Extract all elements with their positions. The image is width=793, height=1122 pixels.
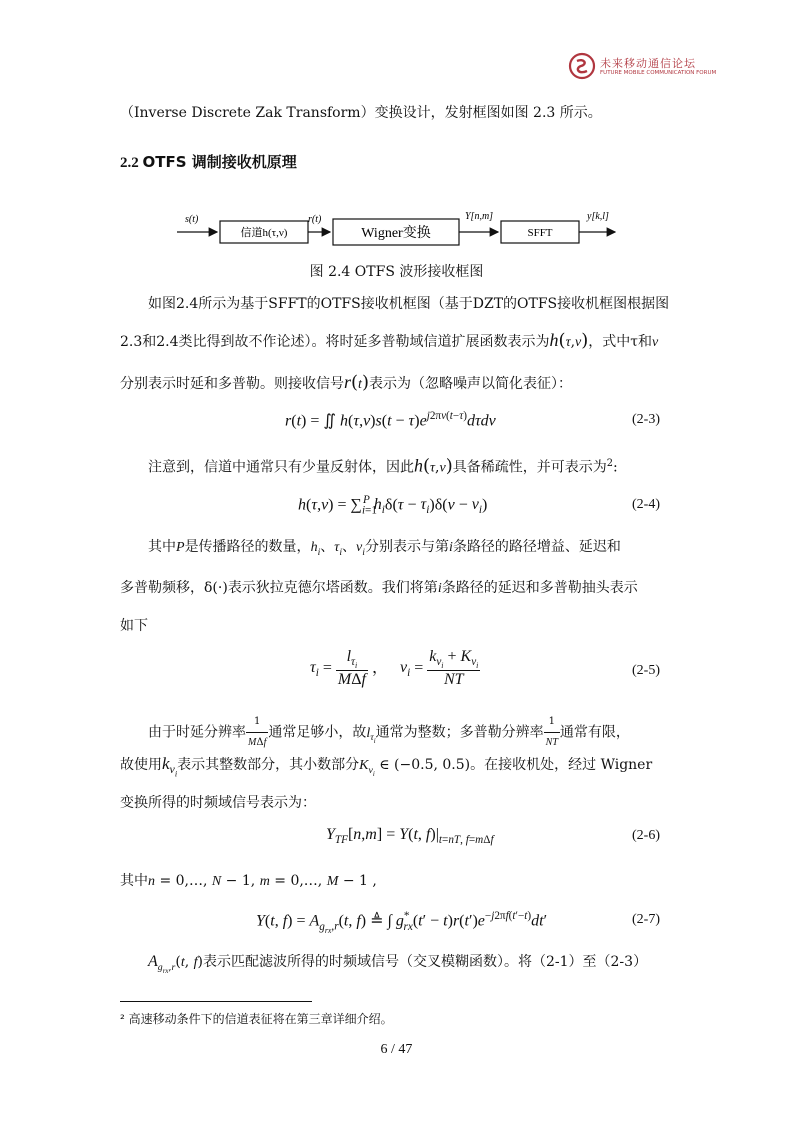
footnote: ² 高速移动条件下的信道表征将在第三章详细介绍。	[120, 1012, 393, 1026]
equation-number-2-3: (2-3)	[632, 412, 660, 427]
forum-logo	[568, 52, 717, 82]
para1-line3: 分别表示时延和多普勒。则接收信号r(t)表示为（忽略噪声以简化表征）：	[120, 372, 572, 393]
para4-line2: 故使用$k_{\nu_i}$表示其整数部分，其小数部分$K_{\nu_i}$ ∈ (−0.5, 0.5)。在接收机处，经过 Wigner	[120, 754, 653, 779]
para3-line2: 多普勒频移，δ(·)表示狄拉克德尔塔函数。我们将第i条路径的延迟和多普勒抽头表示	[120, 580, 638, 596]
para4-line1: 由于时延分辨率 $\frac{1}{\text{MΔf}}$ 通常足够小，故$l_{\tau_i}$通常为整数；多普勒分辨率 $\frac{1}{NT}$ 通常有限，	[148, 712, 630, 753]
logo-english-text: FUTURE MOBILE COMMUNICATION FORUM	[600, 70, 717, 76]
logo-chinese-text: 未来移动通信论坛	[600, 57, 696, 70]
equation-2-5: $\tau_i$ = $\frac{l_{\tau_i}}{\text{MΔf}}$ ， $\nu_i$ = $\frac{k_{\nu_i} + K_{\nu_i}}{NT}$	[310, 648, 479, 689]
equation-2-3: r(t) = ∬ $h(\tau,\nu)s(t - \tau)e^{j2\pi\nu(t-\tau)}d\tau d\nu$	[285, 410, 496, 430]
para3-line3: 如下	[120, 618, 148, 634]
equation-2-7: Y(t, $f) = A_{g_{rx},r}(t$, f) ≜ ∫ $g^*_{rx}(t' - t)r(t')e^{-j2\pi f(t'-t)}dt'$	[256, 910, 548, 935]
section-title: OTFS 调制接收机原理	[142, 153, 297, 171]
para1-line1: 如图2.4所示为基于SFFT的OTFS接收机框图（基于DZT的OTFS接收机框图根据图	[148, 296, 670, 312]
para1-line2: 2.3和2.4类比得到故不作论述）。将时延多普勒域信道扩展函数表示为h(τ,ν)，式中τ和ν	[120, 330, 659, 351]
section-heading	[120, 152, 297, 173]
paragraph-intro: （Inverse Discrete Zak Transform）变换设计，发射框图如图 2.3 所示。	[120, 105, 602, 121]
footnote-divider	[120, 1001, 312, 1002]
equation-number-2-5: (2-5)	[632, 663, 660, 678]
para5: 其中n = 0,…, N − 1, m = 0,…, M − 1 ,	[120, 873, 377, 889]
signal-s: s(t)	[185, 214, 199, 225]
block-sfft-label: SFFT	[527, 227, 553, 239]
signal-Y: Y[n,m]	[465, 211, 494, 222]
equation-number-2-7: (2-7)	[632, 912, 660, 927]
signal-r: r(t)	[308, 214, 322, 225]
block-wigner-label: Wigner变换	[361, 226, 431, 241]
para3-line1: 其中P是传播路径的数量，$h_i$、$\tau_i$、$\nu_i$分别表示与第i条路径的路径增益、延迟和	[148, 539, 621, 558]
equation-number-2-4: (2-4)	[632, 497, 660, 512]
para6: $A_{g_{rx},r}(t$, f)表示匹配滤波所得的时频域信号（交叉模糊函数）。将（2-1）至（2-3）	[148, 953, 648, 975]
equation-number-2-6: (2-6)	[632, 828, 660, 843]
figure-caption: 图 2.4 OTFS 波形接收框图	[309, 264, 484, 280]
equation-2-6: $Y_{TF}[n,m] = Y(t$, $f)|_{t=nT, f=m\Delta f}$	[326, 826, 494, 847]
block-channel-label: 信道h(τ,ν)	[240, 227, 288, 239]
signal-y: y[k,l]	[587, 211, 609, 222]
forum-logo-icon	[568, 52, 596, 80]
receiver-block-diagram	[175, 205, 625, 255]
section-number: 2.2	[120, 155, 139, 171]
para4-line3: 变换所得的时频域信号表示为：	[120, 795, 316, 811]
page-number: 6 / 47	[380, 1042, 413, 1057]
equation-2-4: $h(\tau,\nu) = \sum_{i=1}^P$ $h_i\delta(\tau - \tau_i)\delta(\nu - \nu_i)$	[298, 494, 488, 517]
para2: 注意到，信道中通常只有少量反射体，因此h(τ,ν)具备稀疏性，并可表示为$^2$:	[148, 455, 618, 477]
